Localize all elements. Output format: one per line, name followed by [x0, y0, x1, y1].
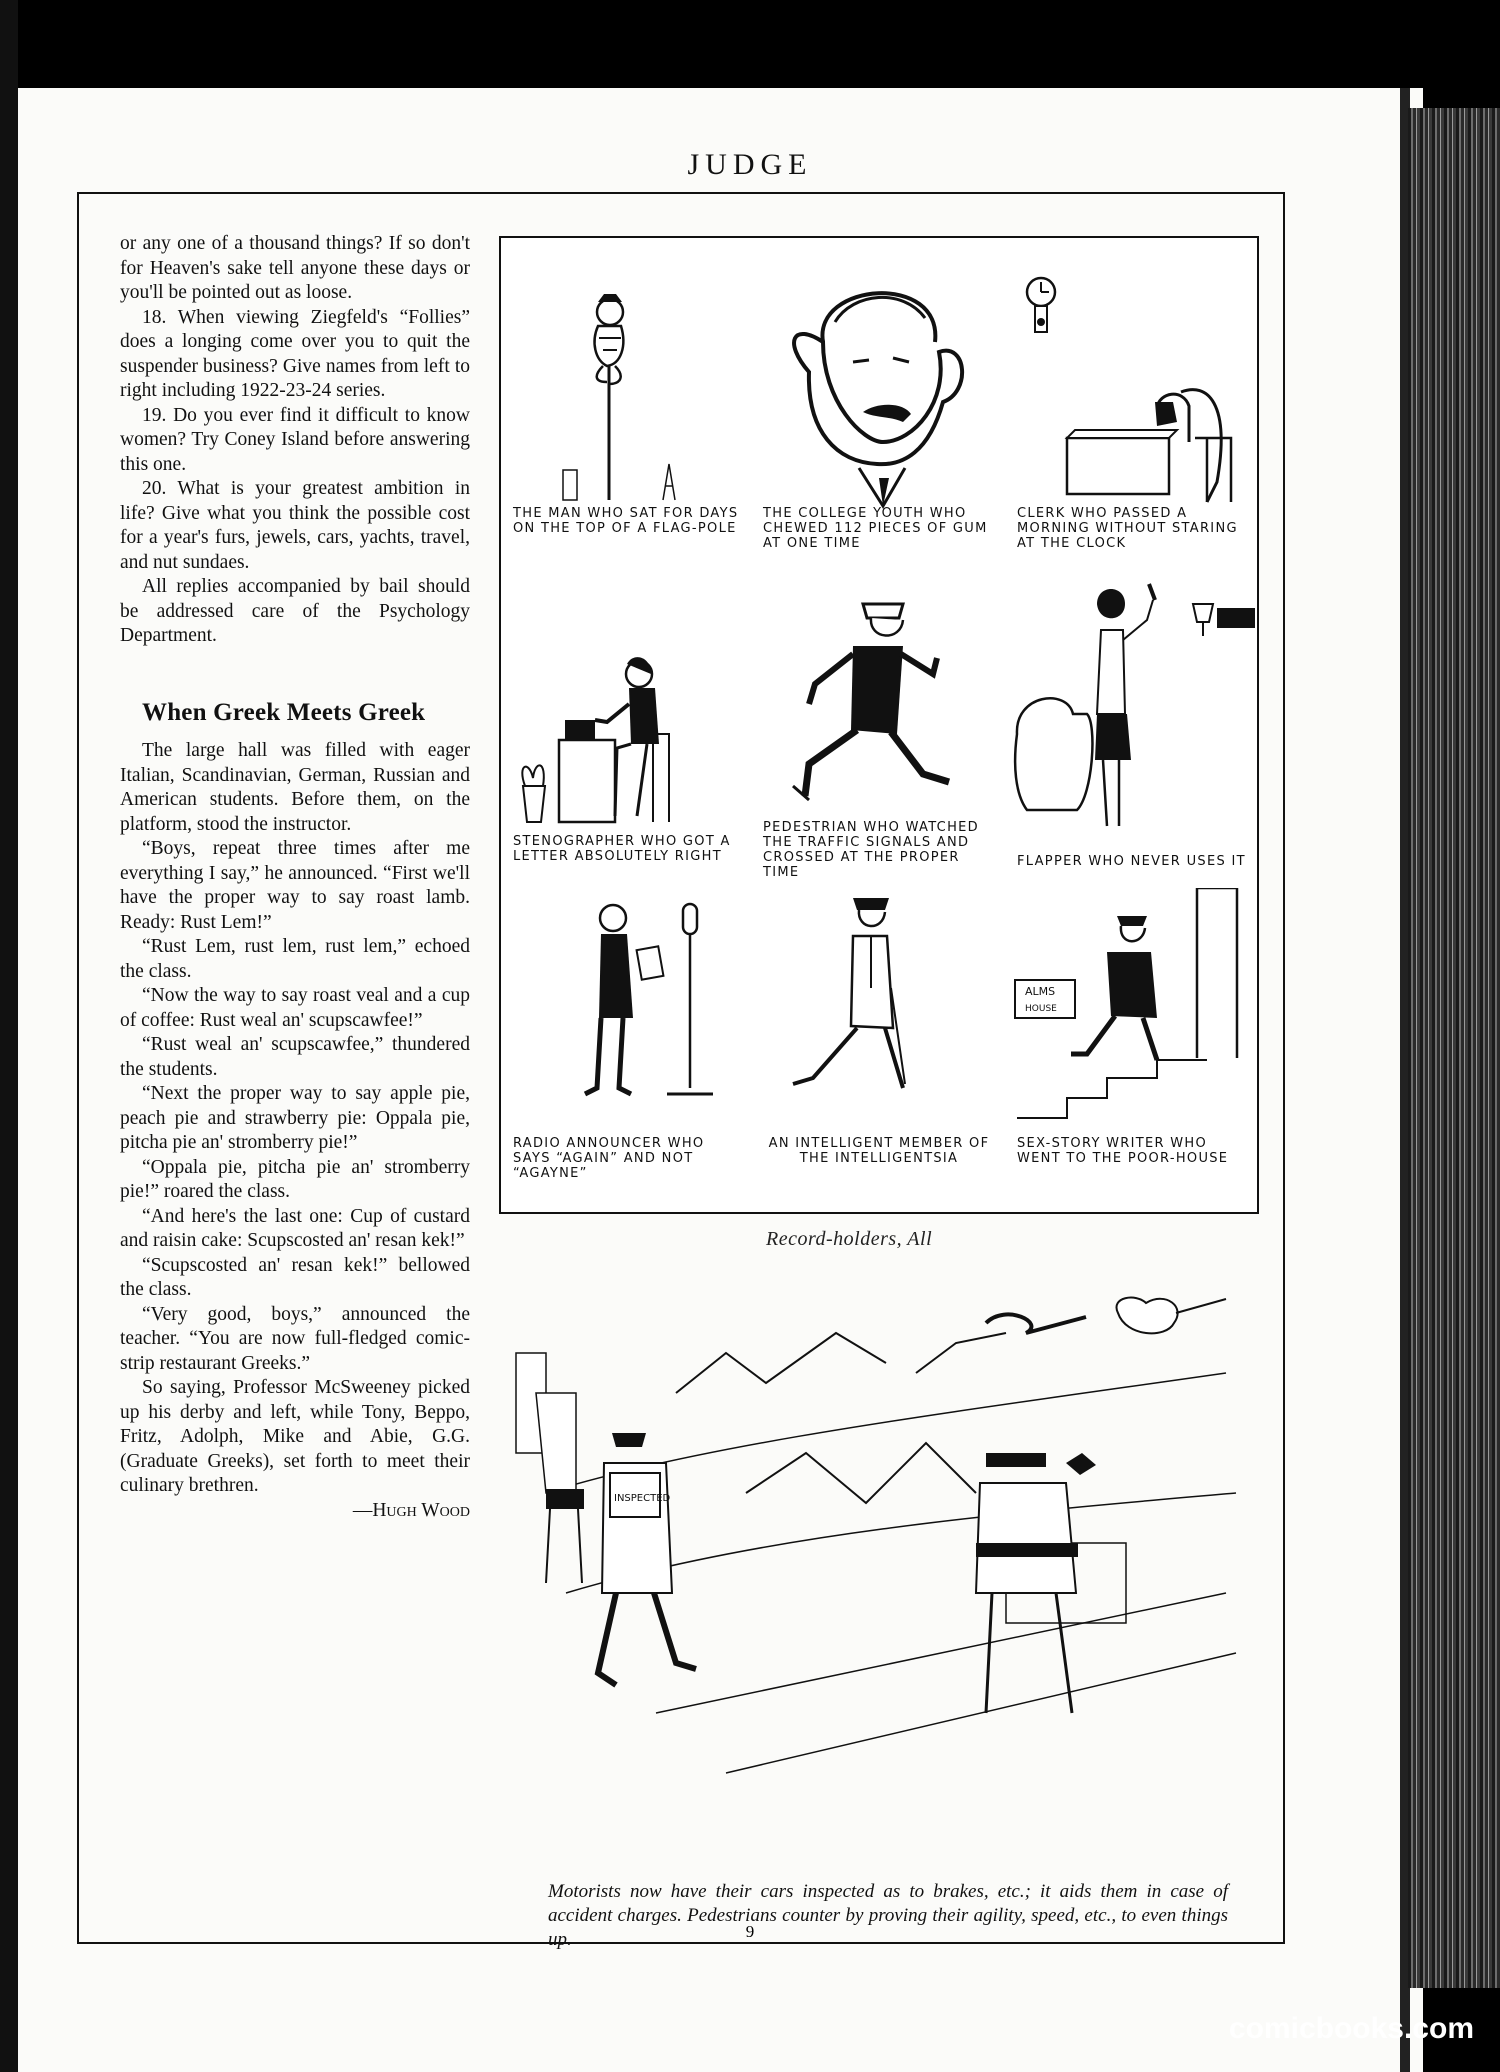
paragraph: “Rust weal an' scupscawfee,” thundered the students.	[120, 1034, 470, 1080]
paragraph: “Scupscosted an' resan kek!” bellowed the class.	[120, 1254, 470, 1300]
pedestrian-drawing	[753, 564, 1001, 844]
panel-caption: THE MAN WHO SAT FOR DAYS ON THE TOP OF A FLAG-POLE	[513, 506, 739, 536]
radio-announcer-drawing	[503, 888, 751, 1138]
clerk-drawing	[1007, 242, 1255, 512]
story-title: When Greek Meets Greek	[142, 698, 426, 726]
paragraph: “Rust Lem, rust lem, rust lem,” echoed the class.	[120, 936, 470, 982]
panel-intelligentsia	[753, 888, 1001, 1206]
page-number: 9	[745, 1922, 755, 1941]
paragraph: “Oppala pie, pitcha pie an' stromberry pie!” roared the class.	[120, 1156, 470, 1202]
grid-caption: Record-holders, All	[766, 1228, 933, 1250]
panel-gum-chewer	[753, 242, 1001, 560]
panel-flagpole	[503, 242, 751, 560]
paragraph: All replies accompanied by bail should be addressed care of the Psychology Department.	[120, 576, 470, 646]
paragraph: 18. When viewing Ziegfeld's “Follies” does a longing come over you to quit the suspender business? Give names from left to right including 1922-23-24 series.	[120, 306, 470, 401]
panel-caption: SEX-STORY WRITER WHO WENT TO THE POOR-HOUSE	[1017, 1136, 1229, 1166]
motorists-caption: Motorists now have their cars inspected as to brakes, etc.; it aids them in case of accident charges. Pedestrians counter by proving their agility, speed, etc., to even things up.	[548, 1881, 1228, 1950]
flagpole-drawing	[503, 242, 751, 512]
stenographer-drawing	[503, 564, 751, 864]
panel-caption: RADIO ANNOUNCER WHO SAYS “AGAIN” AND NOT “AGAYNE”	[513, 1136, 705, 1181]
panel-caption: AN INTELLIGENT MEMBER OF THE INTELLIGENTSIA	[768, 1136, 990, 1166]
paragraph: “Next the proper way to say apple pie, peach pie and strawberry pie: Oppala pie, pitcha pie an' stromberry pie!”	[120, 1083, 470, 1153]
paragraph: So saying, Professor McSweeney picked up his derby and left, while Tony, Beppo, Fritz, Adolph, Mike and Abie, G.G. (Graduate Greeks), set forth to meet their culinary brethren.	[120, 1377, 470, 1496]
paragraph: “Boys, repeat three times after me everything I say,” he announced. “First we'll have the proper way to say roast lamb. Ready: Rust Lem!”	[120, 838, 470, 933]
paragraph: 19. Do you ever find it difficult to know women? Try Coney Island before answering this one.	[120, 404, 470, 475]
byline	[120, 1499, 470, 1524]
watermark: comicbooks.com	[1228, 2012, 1474, 2045]
sign-text: HOUSE	[1025, 1004, 1057, 1014]
sign-text: ALMS	[1025, 985, 1056, 998]
panel-pedestrian	[753, 564, 1001, 882]
flapper-drawing	[1007, 564, 1255, 864]
book-binding	[1408, 108, 1500, 1988]
panel-caption: PEDESTRIAN WHO WATCHED THE TRAFFIC SIGNALS AND CROSSED AT THE PROPER TIME	[763, 820, 979, 880]
panel-radio-announcer	[503, 888, 751, 1206]
gum-chewer-drawing	[753, 242, 1001, 512]
panel-caption: THE COLLEGE YOUTH WHO CHEWED 112 PIECES OF GUM AT ONE TIME	[763, 506, 988, 551]
paragraph: 20. What is your greatest ambition in life? Give what you think the possible cost for a year's furs, jewels, cars, yachts, travel, and nut sundaes.	[120, 478, 470, 573]
record-holders-cartoon	[499, 236, 1259, 1214]
panel-caption: STENOGRAPHER WHO GOT A LETTER ABSOLUTELY RIGHT	[513, 834, 731, 864]
panel-clerk	[1007, 242, 1255, 560]
panel-stenographer	[503, 564, 751, 882]
panel-caption: CLERK WHO PASSED A MORNING WITHOUT STARING AT THE CLOCK	[1017, 506, 1238, 551]
paragraph: “Now the way to say roast veal and a cup of coffee: Rust weal an' scupscawfee!”	[120, 985, 470, 1031]
author-signature: —Hugh Wood	[352, 1499, 470, 1521]
paragraph: or any one of a thousand things? If so don't for Heaven's sake tell anyone these days or you'll be pointed out as loose.	[120, 233, 470, 303]
left-text-column	[120, 232, 470, 1523]
magazine-title: JUDGE	[687, 148, 813, 181]
scan-edge	[0, 0, 18, 2072]
paragraph: “Very good, boys,” announced the teacher. “You are now full-fledged comic-strip restaurant Greeks.”	[120, 1303, 470, 1374]
panel-poor-house	[1007, 888, 1255, 1206]
paragraph: “And here's the last one: Cup of custard and raisin cake: Scupscosted an' resan kek!”	[120, 1205, 470, 1251]
panel-flapper	[1007, 564, 1255, 882]
paragraph: The large hall was filled with eager Italian, Scandinavian, German, Russian and American students. Before them, on the platform, stood the instructor.	[120, 740, 470, 835]
motorists-cartoon	[506, 1293, 1256, 1867]
motorists-drawing	[506, 1293, 1256, 1867]
panel-caption: FLAPPER WHO NEVER USES IT	[1017, 854, 1246, 869]
badge-text: INSPECTED	[614, 1493, 671, 1504]
intelligentsia-drawing	[753, 888, 1001, 1138]
poor-house-drawing	[1007, 888, 1255, 1138]
